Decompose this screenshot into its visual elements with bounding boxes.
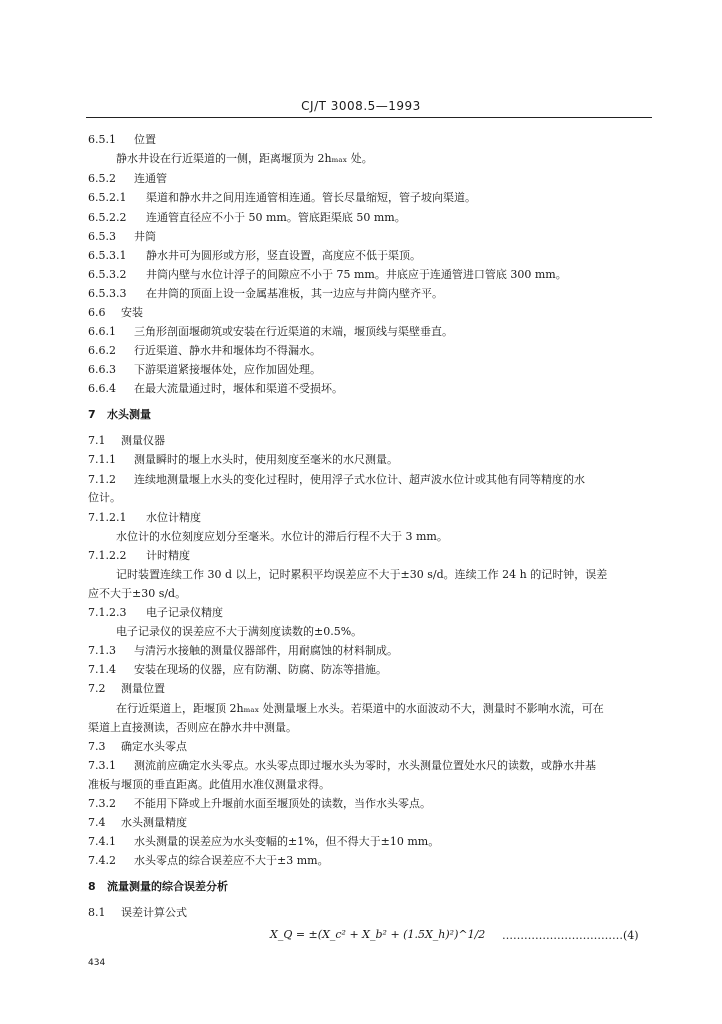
clause-text: 电子记录仪的误差应不大于满刻度读数的±0.5%。 [116,625,363,638]
clause-number: 7 [88,408,96,421]
clause-number: 7.4.2 [88,854,116,867]
clause-text: 计时精度 [146,549,190,562]
clause-number: 6.5.3.2 [88,268,127,281]
clause-text: 连通管直径应不小于 50 mm。管底距渠底 50 mm。 [146,211,406,224]
clause-line [88,644,398,658]
clause-line [88,549,190,563]
clause-number: 6.5.2.1 [88,191,127,204]
clause-line [88,797,431,811]
clause-line [88,473,585,487]
clause-number: 6.5.3 [88,230,116,243]
clause-continuation [116,568,607,582]
clause-continuation [88,721,297,735]
error-formula: X_Q = ±(X_c² + X_b² + (1.5X_h)²)^1/2 [270,928,486,941]
clause-line [88,682,165,696]
clause-line [88,511,201,525]
clause-text: 测量位置 [121,682,165,695]
clause-number: 7.4.1 [88,835,116,848]
clause-number: 6.5.2 [88,172,116,185]
clause-line [88,835,439,849]
clause-text: 安装在现场的仪器，应有防潮、防腐、防冻等措施。 [134,663,387,676]
clause-text: 静水井设在行近渠道的一侧，距离堰顶为 2hₘₐₓ 处。 [116,152,373,165]
clause-number: 7.4 [88,816,106,829]
clause-number: 7.1.2.3 [88,606,127,619]
clause-line [88,325,453,339]
clause-text: 准板与堰顶的垂直距离。此值用水准仪测量求得。 [88,778,330,791]
clause-text: 水头零点的综合误差应不大于±3 mm。 [134,854,329,867]
clause-text: 水位计精度 [146,511,201,524]
clause-line [88,382,343,396]
clause-number: 6.6.3 [88,363,116,376]
clause-text: 井筒内壁与水位计浮子的间隙应不小于 75 mm。井底应于连通管进口管底 300 mm。 [146,268,567,281]
clause-line [88,606,223,620]
clause-text: 水位计的水位刻度应划分至毫米。水位计的滞后行程不大于 3 mm。 [116,530,448,543]
clause-number: 6.6.4 [88,382,116,395]
clause-continuation [88,491,121,505]
clause-line [88,230,156,244]
header-rule [86,117,652,118]
clause-continuation [116,625,362,639]
clause-text: 渠道和静水井之间用连通管相连通。管长尽量缩短，管子坡向渠道。 [146,191,476,204]
clause-number: 6.5.2.2 [88,211,127,224]
clause-line [88,287,443,301]
clause-number: 6.6.2 [88,344,116,357]
clause-line [88,133,156,147]
clause-line [88,249,421,263]
clause-line [88,906,187,920]
clause-continuation [116,530,448,544]
clause-line [88,268,567,282]
clause-continuation [88,587,186,601]
clause-number: 7.1 [88,434,106,447]
clause-number: 7.1.4 [88,663,116,676]
clause-number: 7.3.1 [88,759,116,772]
clause-number: 6.5.3.1 [88,249,127,262]
clause-line [88,191,476,205]
clause-text: 位置 [134,133,156,146]
clause-text: 位计。 [88,491,121,504]
formula-number: ……………………………(4) [502,929,639,942]
clause-text: 测量瞬时的堰上水头时，使用刻度至毫米的水尺测量。 [134,453,398,466]
clause-line [88,453,398,467]
clause-number: 6.6.1 [88,325,116,338]
clause-text: 在井筒的顶面上设一金属基准板，其一边应与井筒内壁齐平。 [146,287,443,300]
clause-line [88,344,321,358]
clause-text: 水头测量 [107,408,151,421]
clause-number: 7.1.1 [88,453,116,466]
clause-number: 7.1.2 [88,473,116,486]
clause-number: 7.3.2 [88,797,116,810]
clause-text: 确定水头零点 [121,740,187,753]
clause-text: 安装 [121,306,143,319]
clause-text: 与清污水接触的测量仪器部件，用耐腐蚀的材料制成。 [134,644,398,657]
clause-line [88,816,187,830]
clause-continuation [88,778,330,792]
clause-line [88,740,187,754]
clause-number: 7.3 [88,740,106,753]
clause-number: 7.1.3 [88,644,116,657]
clause-number: 6.5.1 [88,133,116,146]
clause-line [88,172,167,186]
clause-text: 三角形剖面堰砌筑或安装在行近渠道的末端，堰顶线与渠壁垂直。 [134,325,453,338]
clause-continuation [116,152,373,166]
clause-line [88,434,165,448]
clause-text: 误差计算公式 [121,906,187,919]
clause-number: 6.6 [88,306,106,319]
clause-line [88,408,151,422]
clause-line [88,306,143,320]
clause-text: 不能用下降或上升堰前水面至堰顶处的读数，当作水头零点。 [134,797,431,810]
page-header: CJ/T 3008.5—1993 [301,99,421,113]
clause-text: 井筒 [134,230,156,243]
clause-line [88,663,387,677]
clause-number: 8.1 [88,906,106,919]
clause-line [88,759,596,773]
clause-text: 水头测量精度 [121,816,187,829]
clause-text: 记时装置连续工作 30 d 以上，记时累积平均误差应不大于±30 s/d。连续工作 24 h 的记时钟，误差 [116,568,608,581]
clause-text: 应不大于±30 s/d。 [88,587,187,600]
clause-number: 6.5.3.3 [88,287,127,300]
clause-text: 下游渠道紧接堰体处，应作加固处理。 [134,363,321,376]
clause-continuation [116,702,604,716]
clause-number: 7.1.2.1 [88,511,127,524]
clause-number: 8 [88,880,96,893]
clause-line [88,363,321,377]
clause-text: 连通管 [134,172,167,185]
clause-line [88,880,228,894]
clause-line [88,854,329,868]
clause-text: 流量测量的综合误差分析 [107,880,228,893]
page-number: 434 [88,958,106,968]
clause-text: 静水井可为圆形或方形，竖直设置，高度应不低于渠顶。 [146,249,421,262]
clause-text: 水头测量的误差应为水头变幅的±1%，但不得大于±10 mm。 [134,835,440,848]
clause-text: 渠道上直接测读，否则应在静水井中测量。 [88,721,297,734]
clause-text: 在最大流量通过时，堰体和渠道不受损坏。 [134,382,343,395]
clause-text: 电子记录仪精度 [146,606,223,619]
clause-line [88,211,406,225]
clause-text: 行近渠道、静水井和堰体均不得漏水。 [134,344,321,357]
clause-text: 在行近渠道上，距堰顶 2hₘₐₓ 处测量堰上水头。若渠道中的水面波动不大，测量时不影响水流，可在 [116,702,604,715]
clause-number: 7.1.2.2 [88,549,127,562]
clause-text: 连续地测量堰上水头的变化过程时，使用浮子式水位计、超声波水位计或其他有同等精度的水 [134,473,585,486]
clause-number: 7.2 [88,682,106,695]
clause-text: 测流前应确定水头零点。水头零点即过堰水头为零时，水头测量位置处水尺的读数，或静水井基 [134,759,596,772]
clause-text: 测量仪器 [121,434,165,447]
